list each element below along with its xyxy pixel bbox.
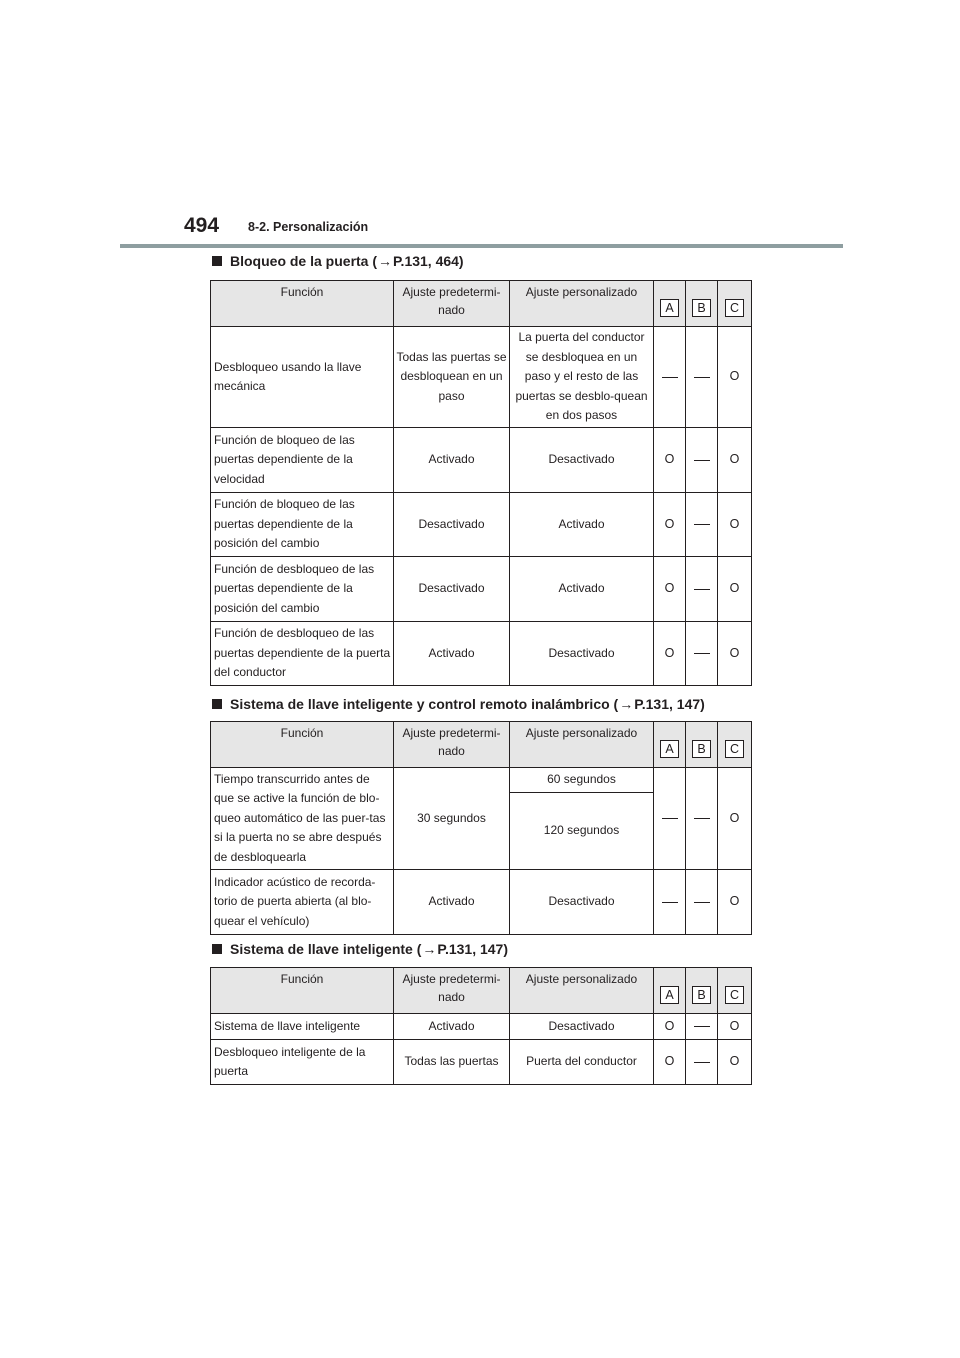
smart-key-remote-table <box>210 721 752 935</box>
col-header-a <box>654 281 686 327</box>
cell-default: 30 segundos <box>394 768 510 870</box>
col-header-default: Ajuste predetermi- nado <box>394 281 510 327</box>
dash-mark <box>694 818 710 819</box>
section-heading-door-lock <box>212 253 464 269</box>
col-header-default: Ajuste predetermi- nado <box>394 968 510 1014</box>
cell-function: Tiempo transcurrido antes de que se active la función de blo-queo automático de las puer-tas si la puerta no se abre después de desbloquearla <box>211 768 394 870</box>
dash-mark <box>694 524 710 525</box>
badge-a: A <box>660 986 679 1004</box>
dash-mark <box>694 902 710 903</box>
cell-default: Activado <box>394 870 510 935</box>
square-bullet-icon <box>212 944 222 954</box>
table-row <box>211 327 752 428</box>
heading-ref[interactable]: P.131, 147) <box>437 941 508 957</box>
cell-default: Desactivado <box>394 557 510 622</box>
badge-c: C <box>725 299 744 317</box>
cell-custom: Activado <box>510 493 654 557</box>
cell-c: O <box>718 768 752 870</box>
cell-custom: Desactivado <box>510 622 654 686</box>
col-header-a <box>654 722 686 768</box>
table-row <box>211 428 752 493</box>
table-header-row <box>211 281 752 327</box>
dash-mark <box>662 818 678 819</box>
cell-a <box>654 870 686 935</box>
col-header-b <box>686 281 718 327</box>
col-header-b <box>686 968 718 1014</box>
dash-mark <box>694 1026 710 1027</box>
cell-function: Sistema de llave inteligente <box>211 1014 394 1040</box>
header-rule <box>120 244 843 248</box>
table-header-row <box>211 722 752 768</box>
cell-default: Todas las puertas <box>394 1040 510 1085</box>
badge-b: B <box>692 740 711 758</box>
cell-c: O <box>718 870 752 935</box>
cell-default: Todas las puertas se desbloquean en un paso <box>394 327 510 428</box>
cell-c: O <box>718 327 752 428</box>
col-header-function: Función <box>211 968 394 1014</box>
cell-a: O <box>654 557 686 622</box>
square-bullet-icon <box>212 699 222 709</box>
cell-a <box>654 327 686 428</box>
col-header-custom: Ajuste personalizado <box>510 968 654 1014</box>
cell-function: Función de desbloqueo de las puertas dependiente de la puerta del conductor <box>211 622 394 686</box>
cell-b <box>686 428 718 493</box>
cell-a <box>654 768 686 870</box>
col-header-a <box>654 968 686 1014</box>
cell-c: O <box>718 493 752 557</box>
section-heading-smart-key <box>212 941 508 957</box>
dash-mark <box>694 653 710 654</box>
col-header-custom: Ajuste personalizado <box>510 722 654 768</box>
cell-default: Desactivado <box>394 493 510 557</box>
cell-custom: 60 segundos <box>510 768 654 793</box>
table-row <box>211 1040 752 1085</box>
cell-custom: La puerta del conductor se desbloquea en un paso y el resto de las puertas se desblo-quean en dos pasos <box>510 327 654 428</box>
table-row <box>211 1014 752 1040</box>
page-number: 494 <box>184 214 220 237</box>
table-row <box>211 870 752 935</box>
cell-function: Función de desbloqueo de las puertas dependiente de la posición del cambio <box>211 557 394 622</box>
badge-b: B <box>692 299 711 317</box>
col-header-function: Función <box>211 722 394 768</box>
cell-custom: Activado <box>510 557 654 622</box>
cell-b <box>686 1014 718 1040</box>
table-row <box>211 768 752 793</box>
cell-function: Función de bloqueo de las puertas dependiente de la posición del cambio <box>211 493 394 557</box>
heading-ref[interactable]: P.131, 147) <box>634 696 705 712</box>
cell-c: O <box>718 1014 752 1040</box>
badge-c: C <box>725 740 744 758</box>
heading-text: Sistema de llave inteligente ( <box>230 941 422 957</box>
table-row <box>211 557 752 622</box>
col-header-c <box>718 968 752 1014</box>
col-header-b <box>686 722 718 768</box>
cell-b <box>686 327 718 428</box>
cell-b <box>686 493 718 557</box>
cell-custom: Desactivado <box>510 428 654 493</box>
cell-function: Función de bloqueo de las puertas dependiente de la velocidad <box>211 428 394 493</box>
cell-a: O <box>654 1014 686 1040</box>
arrow-icon: → <box>378 253 393 269</box>
cell-function: Desbloqueo inteligente de la puerta <box>211 1040 394 1085</box>
col-header-function: Función <box>211 281 394 327</box>
running-head: 8-2. Personalización <box>248 220 369 234</box>
badge-a: A <box>660 299 679 317</box>
cell-default: Activado <box>394 1014 510 1040</box>
cell-a: O <box>654 428 686 493</box>
heading-ref[interactable]: P.131, 464) <box>393 253 464 269</box>
cell-custom: Desactivado <box>510 1014 654 1040</box>
cell-a: O <box>654 493 686 557</box>
cell-a: O <box>654 1040 686 1085</box>
dash-mark <box>662 377 678 378</box>
arrow-icon: → <box>422 941 437 957</box>
col-header-custom: Ajuste personalizado <box>510 281 654 327</box>
door-lock-table <box>210 280 752 686</box>
cell-function: Indicador acústico de recorda-torio de puerta abierta (al blo-quear el vehículo) <box>211 870 394 935</box>
cell-custom: 120 segundos <box>510 793 654 870</box>
badge-c: C <box>725 986 744 1004</box>
cell-c: O <box>718 1040 752 1085</box>
cell-default: Activado <box>394 428 510 493</box>
dash-mark <box>694 1062 710 1063</box>
cell-b <box>686 1040 718 1085</box>
cell-c: O <box>718 428 752 493</box>
cell-custom: Puerta del conductor <box>510 1040 654 1085</box>
cell-b <box>686 622 718 686</box>
cell-a: O <box>654 622 686 686</box>
dash-mark <box>694 589 710 590</box>
square-bullet-icon <box>212 256 222 266</box>
dash-mark <box>694 460 710 461</box>
col-header-c <box>718 281 752 327</box>
table-header-row <box>211 968 752 1014</box>
dash-mark <box>662 902 678 903</box>
cell-custom: Desactivado <box>510 870 654 935</box>
cell-c: O <box>718 622 752 686</box>
cell-b <box>686 768 718 870</box>
cell-b <box>686 557 718 622</box>
badge-a: A <box>660 740 679 758</box>
dash-mark <box>694 377 710 378</box>
cell-function: Desbloqueo usando la llave mecánica <box>211 327 394 428</box>
heading-text: Sistema de llave inteligente y control remoto inalámbrico ( <box>230 696 619 712</box>
col-header-c <box>718 722 752 768</box>
section-heading-smart-key-remote <box>212 696 705 712</box>
table-row <box>211 622 752 686</box>
heading-text: Bloqueo de la puerta ( <box>230 253 378 269</box>
col-header-default: Ajuste predetermi- nado <box>394 722 510 768</box>
table-row <box>211 493 752 557</box>
arrow-icon: → <box>619 696 634 712</box>
badge-b: B <box>692 986 711 1004</box>
cell-b <box>686 870 718 935</box>
cell-default: Activado <box>394 622 510 686</box>
cell-c: O <box>718 557 752 622</box>
smart-key-table <box>210 967 752 1085</box>
